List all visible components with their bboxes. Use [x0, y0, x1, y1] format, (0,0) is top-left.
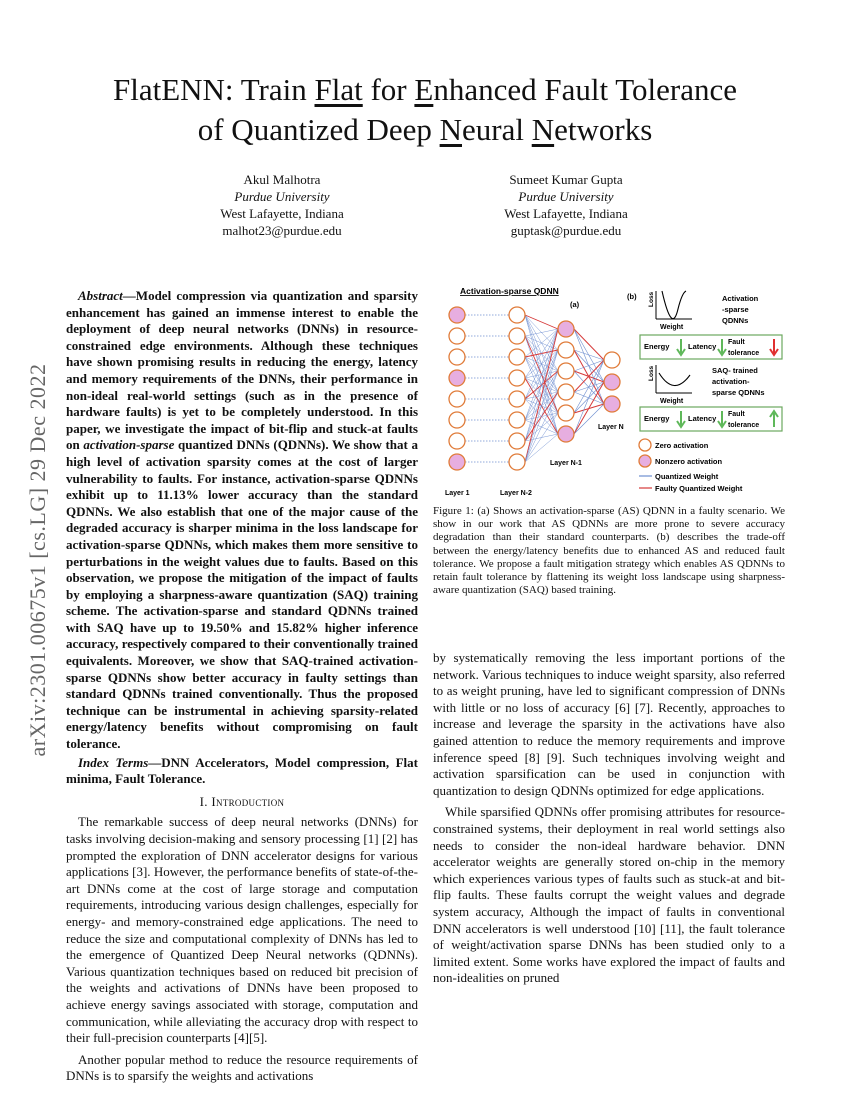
latency-down-arrow — [718, 339, 726, 355]
abstract: Abstract—Model compression via quantization and sparsity enhancement has gained an immense interest to enable the deployment of deep neural networks (DNNs) in resource-constrained edge environments. Although these techniques have shown promising results in reducing the energy, latency and memory requirements of the DNNs, their performance in non-ideal real-world settings (such as in the presence of hardware faults) is yet to be completely understood. In this paper, we investigate the impact of bit-flip and stuck-at faults on activation-sparse quantized DNNs (QDNNs). We show that a high level of activation sparsity comes at the cost of larger vulnerability to faults. For instance, activation-sparse QDNNs exhibit up to 11.13% lower accuracy than the standard QDNNs. We also establish that one of the major cause of the degraded accuracy is sharper minima in the loss landscape for activation-sparse QDNNs, which makes them more sensitive to perturbations in the weight values due to faults. Based on this observation, we propose the mitigation of the impact of faults by employing a sharpness-aware quantization (SAQ) training scheme. The activation-sparse and standard QDNNs trained with SAQ have up to 19.50% and 15.82% higher inference accuracy, respectively compared to their conventionally trained equivalents. Moreover, we show that SAQ-trained activation-sparse QDNNs show better accuracy in faulty settings than standard QDNNs trained conventionally. Thus the proposed technique can be instrumental in achieving sparsity-related energy/latency benefits without compromising on fault tolerance. — [66, 288, 418, 752]
fault-tolerance-label: Fault — [728, 339, 745, 346]
figure-1 — [440, 285, 785, 500]
loss-label: Loss — [648, 291, 655, 307]
figure-1-diagram — [440, 285, 785, 500]
sharp-loss-curve — [662, 291, 686, 319]
fault-tolerance-label: Fault — [728, 411, 745, 418]
figure-title: Activation-sparse QDNN — [460, 286, 559, 296]
zero-activation-node — [449, 412, 465, 428]
nonzero-activation-node — [604, 374, 620, 390]
fault-tolerance-label: tolerance — [728, 422, 760, 429]
loss-label: Loss — [648, 365, 655, 381]
network-edge — [574, 360, 604, 434]
paper-title: FlatENN: Train Flat for Enhanced Fault Tolerance of Quantized Deep Neural Networks — [112, 72, 738, 147]
zero-activation-node — [509, 391, 525, 407]
author-name: Akul Malhotra — [243, 172, 321, 187]
energy-down-arrow — [677, 339, 685, 355]
layer-label: Layer N-1 — [550, 460, 582, 467]
paragraph: by systematically removing the less important portions of the network. Various techniques to induce weight sparsity, also referred to as weight pruning, have led to significant compression of DNNs with little or no loss of accuracy [6] [7]. Recently, approaches to increase and leverage the sparsity in the activations have also gained attention to reduce the memory requirements and improve inference speed [8] [9]. Such techniques involving weight and activation sparsification can be used in conjunction with quantization to design QDNNs optimized for edge applications. — [433, 650, 785, 798]
zero-activation-node — [449, 328, 465, 344]
legend-zero-marker — [639, 439, 651, 451]
nonzero-activation-node — [449, 307, 465, 323]
latency-label: Latency — [688, 342, 717, 351]
author-location: West Lafayette, Indiana — [504, 206, 628, 221]
layer-label: Layer 1 — [445, 490, 470, 497]
zero-activation-node — [509, 454, 525, 470]
weight-label: Weight — [660, 398, 684, 405]
flat-label-line: activation- — [712, 377, 750, 386]
latency-down-arrow — [718, 411, 726, 427]
zero-activation-node — [558, 363, 574, 379]
label-b: (b) — [627, 292, 637, 301]
figure-caption: Figure 1: (a) Shows an activation-sparse (AS) QDNN in a faulty scenario. We show in our work that AS QDNNs are more prone to severe accuracy degradation than their standard counterparts. (b) describes the trade-off between the energy/latency benefits due to enhanced AS and reduced fault tolerance. We propose a fault mitigation strategy which enables AS QDNNs to retain fault tolerance by flattening its weight loss landscape using sharpness-aware quantization (SAQ) based training. — [433, 505, 785, 597]
network-edge — [525, 329, 558, 378]
zero-activation-node — [509, 307, 525, 323]
zero-activation-node — [509, 349, 525, 365]
sharp-label-line: Activation — [722, 294, 759, 303]
sharp-label-line: QDNNs — [722, 316, 749, 325]
layer-label: Layer N — [598, 424, 624, 431]
author-1 — [172, 171, 392, 239]
zero-activation-node — [509, 370, 525, 386]
legend-nonzero-marker — [639, 455, 651, 467]
left-column — [66, 288, 418, 1085]
arxiv-sidebar — [10, 280, 66, 840]
legend-quantized: Quantized Weight — [655, 472, 719, 481]
energy-down-arrow — [677, 411, 685, 427]
paragraph: The remarkable success of deep neural networks (DNNs) for tasks involving decision-making and sensory processing [1] [2] has prompted the exploration of DNN accelerator designs for various applications [3]. However, the performance benefits of state-of-the-art DNNs come at the cost of large storage and computation requirements, introducing various design challenges, especially for energy- and memory-constrained edge applications. The need to reduce the size and computational complexity of DNNs has led to the emergence of Quantized Deep Neural networks (QDNNs). Various quantization techniques based on reduced bit precision of the weights and activations of DNNs have been proposed to achieve energy savings associated with storage, computation and communication, while alleviating the accuracy drop with respect to their full-precision counterparts [4][5]. — [66, 814, 418, 1046]
zero-activation-node — [449, 349, 465, 365]
fault-tolerance-label: tolerance — [728, 350, 760, 357]
abstract-label: Abstract — [78, 288, 123, 303]
flat-label-line: sparse QDNNs — [712, 388, 765, 397]
zero-activation-node — [509, 412, 525, 428]
zero-activation-node — [558, 405, 574, 421]
paragraph: While sparsified QDNNs offer promising attributes for resource-constrained systems, their deployment in real world settings also needs to consider the non-ideal hardware behavior. DNN accelerator weights are generally stored on-chip in the memory which experiences various types of faults such as stuck-at and bit-flip faults. These faults corrupt the weight values and degrade system accuracy, Although the impact of faults in conventional DNN accelerators is well understood [10] [11], the fault tolerance of weight/activation sparse DNNs has been studied only to a limited extent. Some works have explored the impact of faults and non-idealities on pruned — [433, 804, 785, 986]
label-a: (a) — [570, 300, 580, 309]
zero-activation-node — [558, 342, 574, 358]
network-edge — [574, 329, 604, 404]
sharp-label-line: -sparse — [722, 305, 749, 314]
nonzero-activation-node — [449, 370, 465, 386]
fault-tolerance-up-arrow — [770, 411, 778, 427]
author-affiliation: Purdue University — [234, 189, 330, 204]
layer-label: Layer N-2 — [500, 490, 532, 497]
network-edge — [525, 413, 558, 462]
zero-activation-node — [449, 433, 465, 449]
legend-nonzero: Nonzero activation — [655, 457, 723, 466]
flat-label-line: SAQ- trained — [712, 366, 758, 375]
zero-activation-node — [449, 391, 465, 407]
author-name: Sumeet Kumar Gupta — [509, 172, 623, 187]
zero-activation-node — [509, 328, 525, 344]
zero-activation-node — [509, 433, 525, 449]
nonzero-activation-node — [449, 454, 465, 470]
author-email: guptask@purdue.edu — [510, 223, 622, 238]
legend-faulty: Faulty Quantized Weight — [655, 484, 743, 493]
latency-label: Latency — [688, 414, 717, 423]
nonzero-activation-node — [558, 426, 574, 442]
flat-loss-curve — [659, 373, 690, 386]
author-location: West Lafayette, Indiana — [220, 206, 344, 221]
index-terms: Index Terms—DNN Accelerators, Model compression, Flat minima, Fault Tolerance. — [66, 754, 418, 787]
fault-tolerance-down-arrow — [770, 339, 778, 355]
author-2 — [456, 171, 676, 239]
energy-label: Energy — [644, 342, 670, 351]
paragraph: Another popular method to reduce the resource requirements of DNNs is to sparsify the weights and activations — [66, 1051, 418, 1084]
index-terms-label: Index Terms — [78, 754, 149, 770]
author-email: malhot23@purdue.edu — [222, 223, 342, 238]
network-edge — [574, 392, 604, 404]
zero-activation-node — [558, 384, 574, 400]
weight-label: Weight — [660, 324, 684, 331]
author-affiliation: Purdue University — [518, 189, 614, 204]
right-column — [433, 650, 785, 987]
nonzero-activation-node — [604, 396, 620, 412]
network-edge — [525, 329, 558, 462]
network-edges — [465, 315, 604, 462]
arxiv-identifier: arXiv:2301.00675v1 [cs.LG] 29 Dec 2022 — [25, 363, 50, 757]
nonzero-activation-node — [558, 321, 574, 337]
zero-activation-node — [604, 352, 620, 368]
section-heading: I. Introduction — [199, 793, 285, 809]
legend-zero: Zero activation — [655, 441, 709, 450]
energy-label: Energy — [644, 414, 670, 423]
